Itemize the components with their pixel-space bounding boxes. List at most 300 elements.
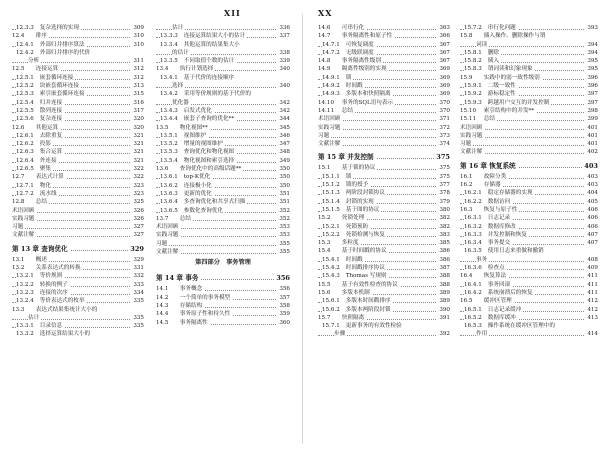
- toc-entry: [318, 82, 450, 90]
- toc-title: 选择运算结果大小的: [39, 331, 91, 338]
- toc-section-number: 13.6: [156, 166, 169, 173]
- toc-entry: [156, 107, 290, 115]
- toc-title: 跨越用户交互的并发控制: [487, 99, 550, 106]
- toc-title: 外部归并排序算法: [39, 41, 85, 48]
- toc-title: 散列连接: [39, 107, 63, 114]
- toc-section-number: 15.7.1: [322, 323, 340, 330]
- chapter-heading: [460, 159, 598, 172]
- toc-entry: [318, 297, 450, 305]
- toc-title: 存储器: [483, 182, 501, 189]
- toc-title: 连接运算: [35, 66, 59, 73]
- toc-page-number: 321: [133, 149, 144, 156]
- toc-page-number: 357: [279, 294, 290, 301]
- toc-entry: [318, 99, 450, 107]
- toc-title: 时间戳: [345, 83, 363, 90]
- toc-title: 可串行化: [341, 25, 365, 31]
- toc-section-number: 16.3.4: [464, 240, 482, 247]
- toc-page-number: 385: [439, 240, 450, 247]
- toc-title: 连接的次序: [39, 289, 68, 296]
- toc-title: 排序: [35, 33, 47, 40]
- toc-entry: [460, 239, 598, 247]
- toc-title: 流水线: [39, 190, 57, 197]
- toc-page-number: 310: [133, 41, 144, 48]
- toc-section-number: 15.8.1: [464, 49, 482, 56]
- toc-section-number: 13.3: [12, 306, 25, 313]
- toc-title: 索引结构中的并发**: [483, 107, 535, 114]
- toc-section-number: 13.6.3: [160, 190, 178, 197]
- toc-title: 嵌套子查询的优化**: [183, 116, 235, 123]
- toc-title: 死锁检测与恢复: [345, 231, 385, 238]
- toc-page-number: 316: [133, 99, 144, 106]
- toc-title: 文献注解: [12, 232, 35, 239]
- toc-section-number: 12.5.6: [16, 116, 34, 123]
- toc-entry: [12, 99, 144, 107]
- toc-title: 总结: [483, 116, 495, 123]
- toc-entry: [12, 264, 144, 272]
- toc-page-number: 356: [279, 286, 290, 293]
- toc-page-number: 353: [279, 224, 290, 231]
- toc-entry: [156, 165, 290, 173]
- toc-title: 外部归并排序的代价: [39, 49, 91, 56]
- toc-entry: [460, 24, 598, 32]
- toc-title: 实践习题: [12, 215, 35, 222]
- toc-entry: [460, 247, 598, 255]
- toc-title: 故障分类: [483, 173, 507, 180]
- toc-page-number: 383: [439, 231, 450, 238]
- toc-section-number: 15.9.2: [464, 91, 482, 98]
- toc-title: 事务: [185, 274, 199, 283]
- toc-page-number: 353: [279, 232, 290, 239]
- toc-entry: [318, 289, 450, 297]
- toc-page-number: 323: [133, 190, 144, 197]
- toc-page-number: 312: [133, 66, 144, 73]
- toc-section-number: 13.5.2: [160, 141, 178, 148]
- toc-entry: [318, 231, 450, 239]
- toc-entry: [460, 330, 598, 338]
- toc-title: 操作系统在缓冲区管理中的: [487, 323, 555, 330]
- toc-page-number: 390: [439, 306, 450, 313]
- toc-title: 作用: [476, 331, 488, 338]
- toc-column-2: [156, 24, 290, 327]
- toc-section-number: 15.9: [460, 74, 473, 81]
- toc-title: 文献注解: [318, 141, 341, 148]
- toc-title: 术语回顾: [318, 116, 341, 123]
- toc-section-number: 12.7.2: [16, 190, 34, 197]
- toc-page-number: 369: [439, 83, 450, 90]
- toc-entry: [156, 248, 290, 256]
- toc-page-number: 366: [439, 33, 450, 40]
- toc-title: 索引嵌套循环连接: [39, 91, 85, 98]
- toc-title: 关系表达式的转换: [35, 265, 81, 272]
- toc-title: 复杂连接: [39, 116, 63, 123]
- toc-title: 二级一致性: [487, 83, 516, 90]
- toc-entry: [318, 247, 450, 255]
- toc-title: 封锁的实现: [345, 198, 374, 205]
- left-page-number: XII: [224, 8, 241, 18]
- toc-title: 其他运算: [35, 124, 59, 131]
- toc-entry: [156, 310, 290, 318]
- toc-page-number: 377: [439, 182, 450, 189]
- toc-page-number: 402: [587, 149, 598, 156]
- toc-title: 多版本机制: [341, 289, 370, 296]
- toc-entry: [460, 281, 598, 289]
- toc-title: 增量的视图维护: [183, 141, 223, 148]
- toc-title: 嵌套循环连接: [39, 74, 74, 81]
- toc-page-number: 369: [439, 74, 450, 81]
- toc-title: 采用等价规则的基于代价的: [183, 91, 251, 98]
- toc-entry: [12, 57, 144, 65]
- toc-entry: [12, 215, 144, 223]
- toc-title: 串行化问题: [487, 25, 516, 31]
- toc-title: 恢复算法: [483, 273, 507, 280]
- toc-title: 删除: [487, 49, 499, 56]
- toc-entry: [460, 297, 598, 305]
- toc-entry: [318, 223, 450, 231]
- toc-entry: [318, 181, 450, 189]
- toc-entry: [460, 181, 598, 189]
- toc-page-number: 348: [279, 149, 290, 156]
- toc-page-number: 394: [587, 41, 598, 48]
- toc-title: Thomas 写规则: [345, 273, 387, 280]
- toc-entry: [318, 74, 450, 82]
- toc-section-number: 15.9.1: [464, 83, 482, 90]
- toc-entry: [12, 272, 144, 280]
- toc-page-number: 350: [279, 174, 290, 181]
- toc-title: 检查点: [487, 265, 505, 272]
- toc-entry: [460, 173, 598, 181]
- toc-entry: [156, 124, 290, 132]
- toc-section-number: 16.3.3: [464, 231, 482, 238]
- toc-entry: [156, 82, 290, 90]
- toc-page-number: 395: [587, 66, 598, 73]
- toc-page-number: 375: [439, 173, 450, 180]
- toc-page-number: 327: [133, 224, 144, 231]
- right-page-number: XX: [318, 8, 333, 18]
- toc-page-number: 401: [587, 124, 598, 131]
- toc-title: 缓冲区管理: [483, 298, 512, 305]
- toc-entry: [460, 314, 598, 322]
- toc-title: 事务提交: [487, 240, 511, 247]
- toc-title: 无级联调度: [345, 49, 374, 56]
- toc-page-number: 320: [133, 116, 144, 123]
- toc-section-number: 13.5: [156, 124, 169, 131]
- toc-title: 多版本时间戳排序: [345, 298, 391, 305]
- toc-title: 去除重复: [39, 132, 63, 139]
- toc-page-number: 412: [587, 306, 598, 313]
- toc-title: 步骤: [334, 331, 346, 338]
- toc-section-number: 15.1.2: [322, 182, 340, 189]
- toc-page-number: 408: [587, 256, 598, 263]
- toc-title: 物化视图和索引选择: [183, 157, 235, 164]
- toc-entry: [460, 289, 598, 297]
- toc-title: 术语回顾: [12, 207, 35, 214]
- toc-section-number: 16.3: [460, 206, 473, 213]
- toc-entry: [12, 297, 144, 305]
- toc-section-number: 14.9.2: [322, 83, 340, 90]
- toc-entry: [318, 314, 450, 322]
- toc-page-number: 342: [279, 107, 290, 114]
- toc-page-number: 401: [587, 141, 598, 148]
- toc-entry: [12, 90, 144, 98]
- toc-page-number: 310: [133, 33, 144, 40]
- toc-entry: [318, 124, 450, 132]
- toc-entry: [460, 41, 598, 49]
- toc-page-number: 370: [439, 107, 450, 114]
- toc-title: 时间戳: [345, 256, 363, 263]
- toc-title: 并发控制和恢复: [487, 231, 527, 238]
- toc-section-number: 13.3.1: [16, 323, 34, 330]
- toc-title: 习题: [156, 240, 168, 247]
- toc-page-number: 359: [279, 311, 290, 318]
- toc-entry: [156, 285, 290, 293]
- toc-title: 基于锁的协议: [341, 165, 376, 172]
- toc-section-number: 14.9.1: [322, 74, 340, 81]
- toc-section-number: 第 16 章: [460, 161, 487, 170]
- toc-page-number: 411: [587, 289, 598, 296]
- toc-title: 估计: [28, 314, 40, 321]
- toc-entry: [318, 41, 450, 49]
- toc-entry: [460, 206, 598, 214]
- toc-page-number: 326: [133, 215, 144, 222]
- toc-entry: [12, 182, 144, 190]
- toc-section-number: 13.6.1: [160, 174, 178, 181]
- toc-page-number: 412: [587, 298, 598, 305]
- toc-section-number: 16.4.1: [464, 281, 482, 288]
- toc-title: 术语回顾: [156, 224, 179, 231]
- toc-entry: [460, 322, 598, 330]
- toc-section-number: 15.4.3: [322, 273, 340, 280]
- toc-section-number: 15.1.5: [322, 206, 340, 213]
- toc-entry: [460, 99, 598, 107]
- toc-entry: [12, 124, 144, 132]
- toc-page-number: 404: [587, 190, 598, 197]
- toc-section-number: 15.11: [460, 116, 477, 123]
- toc-section-number: 14.3: [156, 302, 169, 309]
- toc-section-number: 12.5: [12, 66, 25, 73]
- toc-title: 基于时间戳的协议: [341, 248, 387, 255]
- toc-section-number: 14.7.1: [322, 41, 340, 48]
- toc-entry: [460, 115, 598, 123]
- dot-leader: [12, 228, 144, 229]
- toc-page-number: 329: [133, 256, 144, 263]
- toc-entry: [12, 322, 144, 330]
- toc-entry: [156, 157, 290, 165]
- toc-entry: [12, 24, 144, 32]
- toc-page-number: 326: [133, 207, 144, 214]
- toc-section-number: 15.6.1: [322, 298, 340, 305]
- toc-title: 归并连接: [39, 99, 63, 106]
- toc-page-number: 389: [439, 289, 450, 296]
- toc-entry: [318, 32, 450, 40]
- toc-page-number: 352: [279, 215, 290, 222]
- toc-section-number: 12.5.1: [16, 74, 34, 81]
- toc-title: 视图维护: [183, 132, 207, 139]
- toc-section-number: 15.4.1: [322, 256, 340, 263]
- toc-page-number: 346: [279, 132, 290, 139]
- toc-section-number: 13.4.4: [160, 116, 178, 123]
- toc-entry: [318, 140, 450, 148]
- toc-page-number: 321: [133, 141, 144, 148]
- toc-entry: [460, 306, 598, 314]
- toc-column-3: [318, 24, 450, 339]
- toc-title: 事务隔离性和原子性: [341, 33, 393, 40]
- toc-entry: [12, 74, 144, 82]
- toc-entry: [460, 214, 598, 222]
- toc-page-number: 387: [439, 265, 450, 272]
- toc-entry: [156, 198, 290, 206]
- toc-entry: [156, 215, 290, 223]
- toc-page-number: 342: [279, 99, 290, 106]
- toc-section-number: 12.6.5: [16, 166, 34, 173]
- toc-title: 事务概念: [179, 286, 203, 293]
- toc-section-number: 14.9.3: [322, 91, 340, 98]
- toc-section-number: 15.1.4: [322, 198, 340, 205]
- toc-entry: [460, 256, 598, 264]
- toc-title: 第四部分 事务管理: [195, 259, 251, 267]
- toc-entry: [12, 41, 144, 49]
- toc-page-number: 403: [587, 182, 598, 189]
- toc-entry: [156, 132, 290, 140]
- toc-entry: [156, 231, 290, 239]
- toc-page-number: 309: [133, 25, 144, 31]
- toc-entry: [318, 107, 450, 115]
- toc-entry: [156, 90, 290, 98]
- toc-page-number: 391: [439, 314, 450, 321]
- toc-title: 的估计: [172, 49, 189, 56]
- toc-page-number: 393: [587, 25, 598, 31]
- toc-title: 转换的例子: [39, 281, 68, 288]
- toc-page-number: 379: [439, 198, 450, 205]
- toc-entry: [460, 132, 598, 140]
- toc-entry: [156, 223, 290, 231]
- toc-entry: [156, 240, 290, 248]
- toc-title: 概述: [35, 256, 47, 263]
- toc-entry: [156, 140, 290, 148]
- toc-entry: [156, 24, 290, 32]
- toc-section-number: 第 13 章: [12, 244, 39, 253]
- toc-title: 复杂选择的实现: [39, 25, 79, 31]
- toc-entry: [12, 65, 144, 73]
- toc-title: 存储结构: [179, 302, 203, 309]
- toc-section-number: 16.3.2: [464, 223, 482, 230]
- toc-entry: [318, 256, 450, 264]
- toc-entry: [460, 49, 598, 57]
- toc-title: 事务隔离性级别: [341, 58, 381, 65]
- toc-page-number: 409: [587, 265, 598, 272]
- dot-leader: [460, 145, 598, 146]
- toc-page-number: 336: [279, 25, 290, 31]
- toc-page-number: 375: [436, 153, 450, 162]
- toc-section-number: 13.4.2: [160, 91, 178, 98]
- toc-entry: [318, 65, 450, 73]
- toc-page-number: 355: [279, 249, 290, 256]
- toc-page-number: 367: [439, 58, 450, 65]
- toc-entry: [460, 107, 598, 115]
- toc-section-number: 13.1: [12, 256, 25, 263]
- toc-page-number: 378: [439, 190, 450, 197]
- toc-page-number: 394: [587, 49, 598, 56]
- toc-page-number: 403: [587, 173, 598, 180]
- toc-page-number: 388: [439, 273, 450, 280]
- toc-entry: [156, 74, 290, 82]
- toc-section-number: 16.5.2: [464, 314, 482, 321]
- toc-entry: [12, 256, 144, 264]
- part-heading: [156, 256, 290, 269]
- toc-title: 目录信息: [39, 323, 63, 330]
- toc-page-number: 399: [587, 116, 598, 123]
- toc-title: 更新的优化: [183, 190, 212, 197]
- toc-title: 习题: [12, 224, 24, 231]
- toc-section-number: 12.6.2: [16, 141, 34, 148]
- toc-entry: [156, 99, 290, 107]
- toc-section-number: 13.3.3: [160, 33, 178, 40]
- toc-section-number: 15.6.2: [322, 306, 340, 313]
- toc-title: 实践中的弱一致性级别: [483, 74, 540, 81]
- toc-section-number: 14.7.2: [322, 49, 340, 56]
- toc-entry: [460, 223, 598, 231]
- toc-title: 习题: [460, 141, 472, 148]
- toc-section-number: 第 14 章: [156, 274, 183, 283]
- toc-page-number: 396: [587, 74, 598, 81]
- toc-entry: [156, 32, 290, 40]
- toc-entry: [460, 74, 598, 82]
- toc-title: 两阶段封锁协议: [345, 190, 385, 197]
- toc-title: 基于代价的连接顺序: [183, 74, 235, 81]
- toc-title: 日志记录缓冲: [487, 306, 522, 313]
- toc-entry: [318, 281, 450, 289]
- toc-page-number: 322: [133, 166, 144, 173]
- toc-entry: [318, 164, 450, 172]
- toc-page-number: 312: [133, 74, 144, 81]
- toc-page-number: 360: [279, 319, 290, 326]
- toc-entry: [156, 173, 290, 181]
- toc-section-number: 15.1.1: [322, 173, 340, 180]
- toc-title: 多版本和快照隔离: [345, 91, 391, 98]
- toc-page-number: 337: [279, 33, 290, 40]
- toc-section-number: 13.5.1: [160, 132, 178, 139]
- toc-title: 多版本两阶段封锁: [345, 306, 391, 313]
- toc-section-number: 15.2.1: [322, 223, 340, 230]
- toc-section-number: 13.6.4: [160, 199, 178, 206]
- toc-section-number: 16.3.5: [464, 248, 482, 255]
- toc-section-number: 15.8.3: [464, 66, 482, 73]
- toc-page-number: 401: [587, 132, 598, 139]
- toc-entry: [318, 214, 450, 222]
- toc-section-number: 13.5.4: [160, 157, 178, 164]
- toc-page-number: 395: [587, 58, 598, 65]
- toc-entry: [156, 182, 290, 190]
- toc-section-number: 13.4: [156, 66, 169, 73]
- toc-page-number: 369: [439, 66, 450, 73]
- toc-entry: [460, 189, 598, 197]
- toc-section-number: 13.6.5: [160, 207, 178, 214]
- toc-section-number: 15.8: [460, 33, 473, 40]
- toc-page-number: 414: [587, 331, 598, 338]
- toc-title: 隔离性级别的实现: [341, 66, 387, 73]
- toc-title: 游标稳定性: [487, 91, 516, 98]
- toc-column-1: [12, 24, 144, 339]
- toc-page-number: 392: [439, 331, 450, 338]
- toc-entry: [12, 207, 144, 215]
- toc-title: 死锁预防: [345, 223, 369, 230]
- toc-page-number: 335: [133, 323, 144, 330]
- toc-entry: [156, 302, 290, 310]
- toc-title: 估计: [172, 25, 184, 31]
- toc-title: 并发控制: [347, 153, 374, 162]
- toc-page-number: 317: [133, 107, 144, 114]
- toc-entry: [460, 272, 598, 280]
- toc-page-number: 334: [133, 289, 144, 296]
